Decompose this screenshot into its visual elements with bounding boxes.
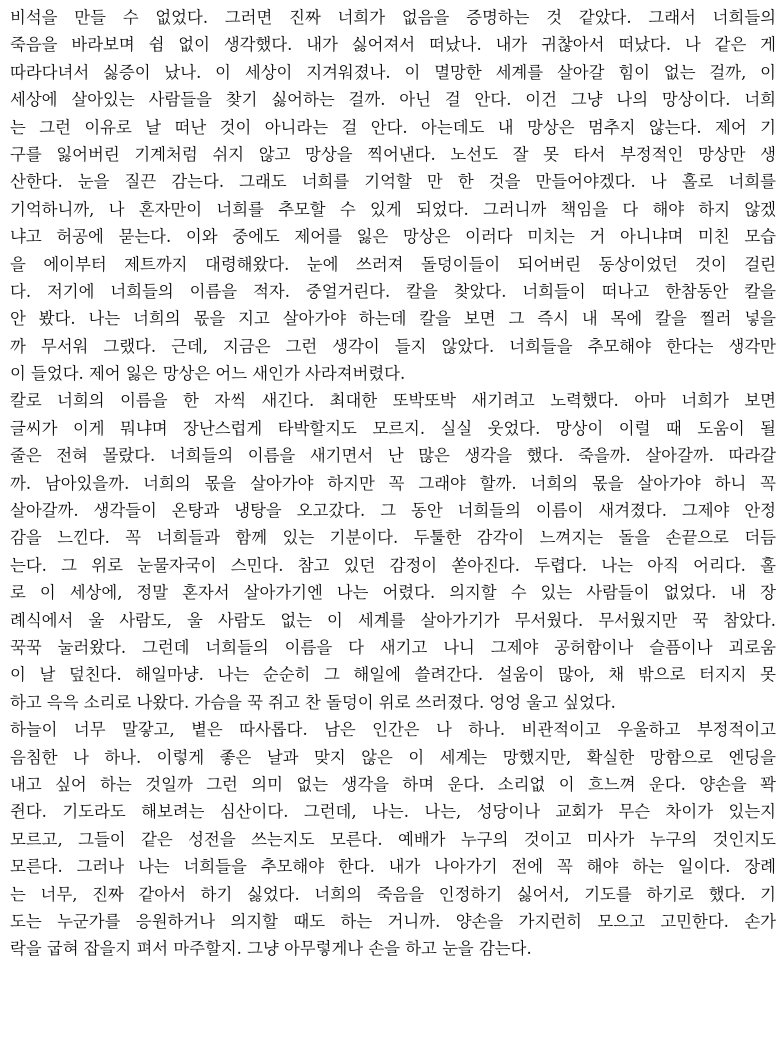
text-line: 로 이 세상에, 정말 혼자서 살아가기엔 나는 어렸다. 의지할 수 있는 사람들이 없었다. 내 장 xyxy=(10,583,776,603)
text-line: 하고 윽윽 소리로 나왔다. 가슴을 꾹 쥐고 찬 돌덩이 위로 쓰러졌다. 엉엉 울고 싶었다. xyxy=(10,692,616,712)
text-line: 죽음을 바라보며 쉼 없이 생각했다. 내가 싫어져서 떠났나. 내가 귀찮아서 떠났다. 나 같은 게 xyxy=(10,35,776,55)
text-line: 모른다. 그러나 나는 너희들을 추모해야 한다. 내가 나아가기 전에 꼭 해야 하는 일이다. 장례 xyxy=(10,857,776,877)
text-line: 까. 남아있을까. 너희의 몫을 살아가야 하지만 꼭 그래야 할까. 너희의 몫을 살아가야 하니 꼭 xyxy=(10,473,776,493)
text-line: 따라다녀서 싫증이 났나. 이 세상이 지겨워졌나. 이 멸망한 세계를 살아갈 힘이 없는 걸까, 이 xyxy=(10,62,776,82)
text-line: 비석을 만들 수 없었다. 그러면 진짜 너희가 없음을 증명하는 것 같았다. 그래서 너희들의 xyxy=(10,8,776,27)
text-line: 내고 싶어 하는 것일까 그런 의미 없는 생각을 하며 운다. 소리없 이 흐느껴 운다. 양손을 꽉 xyxy=(10,774,776,794)
text-line: 기억하니까, 나 혼자만이 너희를 추모할 수 있게 되었다. 그러니까 책임을 다 해야 하지 않겠 xyxy=(10,199,776,219)
text-line: 산한다. 눈을 질끈 감는다. 그래도 너희를 기억할 만 한 것을 만들어야겠다. 나 홀로 너희를 xyxy=(10,172,776,192)
text-line: 례식에서 울 사람도, 울 사람도 없는 이 세계를 살아가기가 무서웠다. 무서웠지만 꾹 참았다. xyxy=(10,610,776,630)
text-line: 는 너무, 진짜 같아서 하기 싫었다. 너희의 죽음을 인정하기 싫어서, 기도를 하기로 했다. 기 xyxy=(10,884,776,904)
text-line: 꾹꾹 눌러왔다. 그런데 너희들의 이름을 다 새기고 나니 그제야 공허함이나 슬픔이나 괴로움 xyxy=(10,637,776,657)
text-line: 살아갈까. 생각들이 온탕과 냉탕을 오고갔다. 그 동안 너희들의 이름이 새겨졌다. 그제야 안정 xyxy=(10,501,776,521)
text-line: 다. 저기에 너희들의 이름을 적자. 중얼거린다. 칼을 찾았다. 너희들이 떠나고 한참동안 칼을 xyxy=(10,281,776,301)
text-line: 글씨가 이게 뭐냐며 장난스럽게 타박할지도 모르지. 실실 웃었다. 망상이 이럴 때 도움이 될 xyxy=(10,418,776,438)
text-line: 안 봤다. 나는 너희의 몫을 지고 살아가야 하는데 칼을 보면 그 즉시 내 목에 칼을 찔러 넣을 xyxy=(10,309,776,329)
text-line: 세상에 살아있는 사람들을 찾기 싫어하는 걸까. 아닌 걸 안다. 이건 그냥 나의 망상이다. 너희 xyxy=(10,90,776,110)
text-line: 구를 잃어버린 기계처럼 쉬지 않고 망상을 찍어낸다. 노선도 잘 못 타서 부정적인 망상만 생 xyxy=(10,144,776,164)
text-line: 모르고, 그들이 같은 성전을 쓰는지도 모른다. 예배가 누구의 것이고 미사가 누구의 것인지도 xyxy=(10,829,776,849)
text-line: 감을 느낀다. 꼭 너희들과 함께 있는 기분이다. 두툴한 감각이 느껴지는 돌을 손끝으로 더듬 xyxy=(10,528,776,548)
text-line: 칼로 너희의 이름을 한 자씩 새긴다. 최대한 또박또박 새기려고 노력했다. 아마 너희가 보면 xyxy=(10,391,776,411)
paragraph-1 xyxy=(10,4,776,387)
text-line: 는다. 그 위로 눈물자국이 스민다. 참고 있던 감정이 쏟아진다. 두렵다. 나는 아직 어리다. 홀 xyxy=(10,555,776,575)
text-line: 락을 굽혀 잡을지 펴서 마주할지. 그냥 아무렇게나 손을 하고 눈을 감는다. xyxy=(10,939,532,959)
text-line: 을 에이부터 제트까지 대령해왔다. 눈에 쓰러져 돌덩이들이 되어버린 동상이었던 것이 걸린 xyxy=(10,254,776,274)
paragraph-2 xyxy=(10,387,776,716)
text-line: 이 날 덮친다. 해일마냥. 나는 순순히 그 해일에 쓸려간다. 설움이 많아, 채 밖으로 터지지 못 xyxy=(10,665,776,685)
text-line: 하늘이 너무 말갛고, 볕은 따사롭다. 남은 인간은 나 하나. 비관적이고 우울하고 부정적이고 xyxy=(10,720,776,740)
text-line: 는 그런 이유로 날 떠난 것이 아니라는 걸 안다. 아는데도 내 망상은 멈추지 않는다. 제어 기 xyxy=(10,117,776,137)
text-line: 냐고 허공에 묻는다. 이와 중에도 제어를 잃은 망상은 이러다 미치는 거 아니냐며 미친 모습 xyxy=(10,227,776,247)
paragraph-3 xyxy=(10,716,776,963)
text-line: 도는 누군가를 응원하거나 의지할 때도 하는 거니까. 양손을 가지런히 모으고 고민한다. 손가 xyxy=(10,911,776,931)
text-line: 줄은 전혀 몰랐다. 너희들의 이름을 새기면서 난 많은 생각을 했다. 죽을까. 살아갈까. 따라갈 xyxy=(10,446,776,466)
text-line: 이 들었다. 제어 잃은 망상은 어느 새인가 사라져버렸다. xyxy=(10,364,406,384)
text-line: 쥔다. 기도라도 해보려는 심산이다. 그런데, 나는. 나는, 성당이나 교회가 무슨 차이가 있는지 xyxy=(10,802,776,822)
text-line: 음침한 나 하나. 이렇게 좋은 날과 맞지 않은 이 세계는 망했지만, 확실한 망함으로 엔딩을 xyxy=(10,747,776,767)
text-line: 까 무서워 그랬다. 근데, 지금은 그런 생각이 들지 않았다. 너희들을 추모해야 한다는 생각만 xyxy=(10,336,776,356)
